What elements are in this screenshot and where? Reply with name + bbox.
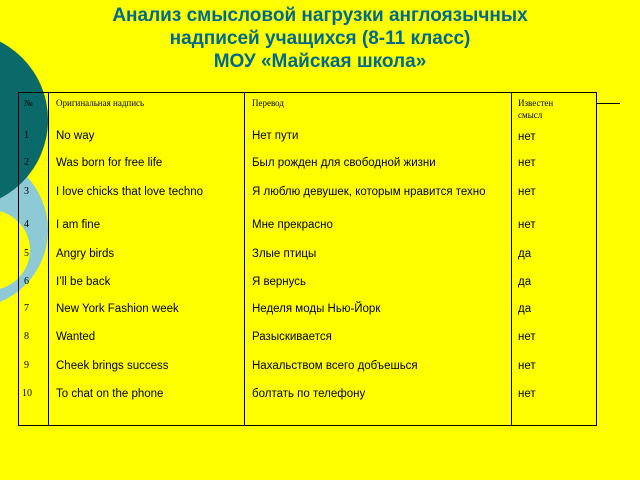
header-known-line1: Известен [518,98,554,108]
row-5-translation: Злые птицы [252,248,317,260]
row-7-num: 7 [24,303,29,314]
row-10-known: нет [518,388,536,400]
row-3-original: I love chicks that love techno [56,186,204,198]
title-line-2: надписей учащихся (8-11 класс) [169,28,471,49]
row-7-known: да [518,303,532,315]
header-translation: Перевод [252,98,284,108]
table-header-extend [596,103,620,104]
row-9-original: Cheek brings success [56,360,169,372]
row-2-original: Was born for free life [56,157,163,169]
row-9-translation: Нахальством всего добъешься [252,360,418,372]
row-2-known: нет [518,157,536,169]
row-4-original: I am fine [56,219,101,231]
row-1-known: нет [518,131,536,143]
col-divider-1 [48,92,49,426]
header-num: № [24,98,33,108]
col-divider-3 [511,92,512,426]
row-4-num: 4 [24,219,29,230]
row-2-translation: Был рожден для свободной жизни [252,157,436,169]
row-8-known: нет [518,331,536,343]
row-8-translation: Разыскивается [252,331,332,343]
row-6-known: да [518,276,532,288]
row-3-known: нет [518,186,536,198]
title-line-1: Анализ смысловой нагрузки англоязычных [112,5,528,26]
row-9-num: 9 [24,360,29,371]
row-5-known: да [518,248,532,260]
row-3-translation: Я люблю девушек, которым нравится техно [252,186,486,198]
row-1-original: No way [56,130,95,142]
table-right-border [596,92,597,426]
row-10-translation: болтать по телефону [252,388,366,400]
header-original: Оригинальная надпись [56,98,145,108]
row-6-num: 6 [24,276,29,287]
row-5-original: Angry birds [56,248,115,260]
row-5-num: 5 [24,248,29,259]
row-6-translation: Я вернусь [252,276,306,288]
row-3-num: 3 [24,186,29,197]
row-10-num: 10 [22,388,32,399]
row-1-translation: Нет пути [252,130,299,142]
title-line-3: МОУ «Майская школа» [213,51,427,72]
table-top-border [18,92,596,93]
row-9-known: нет [518,360,536,372]
col-divider-2 [244,92,245,426]
table-left-border [18,92,19,426]
header-known-line2: смысл [518,110,543,120]
table-bottom-border [18,425,596,426]
row-8-original: Wanted [56,331,96,343]
row-4-translation: Мне прекрасно [252,219,333,231]
row-6-original: I’ll be back [56,276,111,288]
row-8-num: 8 [24,331,29,342]
row-7-translation: Неделя моды Нью-Йорк [252,303,381,315]
row-7-original: New York Fashion week [56,303,179,315]
row-2-num: 2 [24,157,29,168]
row-4-known: нет [518,219,536,231]
row-10-original: To chat on the phone [56,388,164,400]
row-1-num: 1 [24,130,29,141]
